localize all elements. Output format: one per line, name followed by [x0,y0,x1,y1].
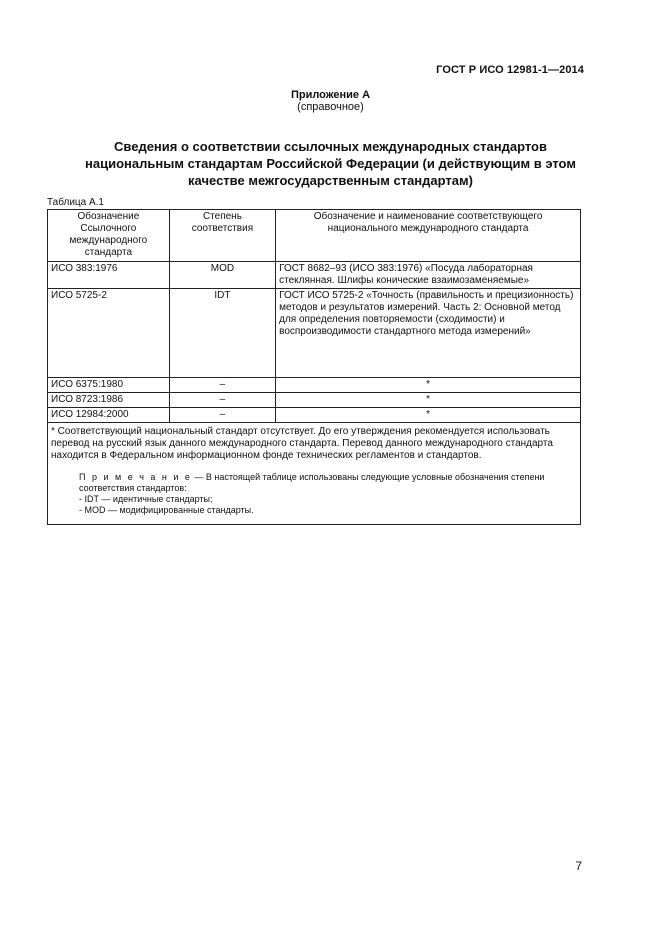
footnote-text: * Соответствующий национальный стандарт отсутствует. До его утверждения рекомендуется использовать перевод на русский язык данного международного стандарта. Перевод данного международного стандарта находится в Федеральном информационном фонде технических регламентов и стандартов. [51,426,553,461]
note-block [51,472,577,516]
cell-national: * [276,393,581,408]
heading-line-2: национальным стандартам Российской Федерации (и действующим в этом [85,156,576,171]
note-label: П р и м е ч а н и е [79,472,192,482]
table-footnote-row [48,423,581,525]
heading-line-3: качестве межгосударственным стандартам) [188,173,473,188]
cell-intl: ИСО 6375:1980 [48,378,170,393]
cell-national: ГОСТ 8682–93 (ИСО 383:1976) «Посуда лабораторная стеклянная. Шлифы конические взаимозаменяемые» [276,262,581,289]
annex-subtitle: (справочное) [297,101,364,113]
annex-title: Приложение А [290,89,371,101]
cell-degree: IDT [169,289,275,378]
cell-intl: ИСО 8723:1986 [48,393,170,408]
table-row [48,262,581,289]
header-degree: Степень соответствия [169,210,275,262]
cell-national: ГОСТ ИСО 5725-2 «Точность (правильность и прецизионность) методов и результатов измерений. Часть 2: Основной метод для определения повторяемости (сходимости) и воспроизводимости стандартного метода измерений» [276,289,581,378]
cell-intl: ИСО 383:1976 [48,262,170,289]
note-first-line [51,472,577,494]
document-code: ГОСТ Р ИСО 12981-1—2014 [436,64,584,76]
table-row [48,289,581,378]
cell-intl: ИСО 5725-2 [48,289,170,378]
cell-intl: ИСО 12984:2000 [48,408,170,423]
cell-degree: – [169,378,275,393]
header-national-standard: Обозначение и наименование соответствующего национального международного стандарта [276,210,581,262]
cell-national: * [276,408,581,423]
note-item-idt: - IDT — идентичные стандарты; [79,494,213,504]
table-footnote [48,423,581,525]
cell-degree: MOD [169,262,275,289]
section-heading [40,138,621,189]
heading-line-1: Сведения о соответствии ссылочных международных стандартов [114,139,547,154]
table-row [48,408,581,423]
table-row [48,393,581,408]
page-number: 7 [575,859,582,873]
cell-degree: – [169,408,275,423]
note-item-mod: - MOD — модифицированные стандарты. [79,505,254,515]
cell-degree: – [169,393,275,408]
table-row [48,378,581,393]
table-header-row [48,210,581,262]
note-text: — В настоящей таблице использованы следующие условные обозначения степени соответствия стандартов: [79,472,545,493]
cell-national: * [276,378,581,393]
header-intl-standard: Обозначение Ссылочного международного стандарта [48,210,170,262]
table-caption: Таблица А.1 [47,197,104,208]
correspondence-table [47,209,581,525]
